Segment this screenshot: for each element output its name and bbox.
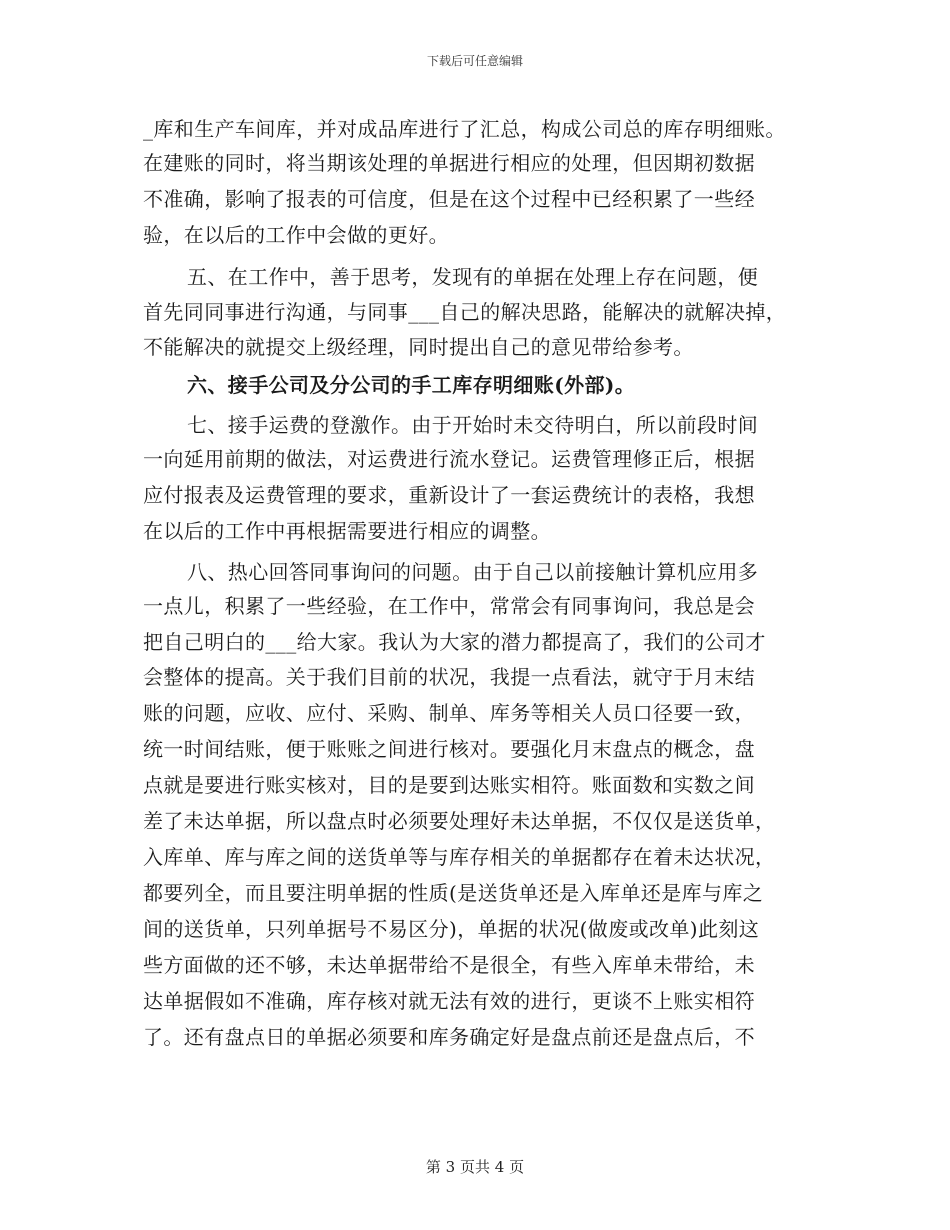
text-line: 不能解决的就提交上级经理，同时提出自己的意见带给参考。 <box>143 335 694 359</box>
text-line: 差了未达单据，所以盘点时必须要处理好未达单据，不仅仅是送货单， <box>143 809 776 833</box>
text-line: 一向延用前期的做法，对运费进行流水登记。运费管理修正后，根据 <box>143 447 755 471</box>
text-line: 了。还有盘点日的单据必须要和库务确定好是盘点前还是盘点后，不 <box>143 1025 755 1049</box>
text-line: 达单据假如不准确，库存核对就无法有效的进行，更谈不上账实相符 <box>143 989 755 1013</box>
section-heading: 六、接手公司及分公司的手工库存明细账(外部)。 <box>187 373 636 397</box>
text-line: 账的问题，应收、应付、采购、制单、库务等相关人员口径要一致， <box>143 701 755 725</box>
text-line: 间的送货单，只列单据号不易区分)，单据的状况(做废或改单)此刻这 <box>143 917 760 941</box>
text-line: 应付报表及运费管理的要求，重新设计了一套运费统计的表格，我想 <box>143 483 755 507</box>
text-line: 点就是要进行账实核对，目的是要到达账实相符。账面数和实数之间 <box>143 773 755 797</box>
page-header: 下载后可任意编辑 <box>426 54 523 68</box>
text-line: 把自己明白的___给大家。我认为大家的潜力都提高了，我们的公司才 <box>143 630 766 654</box>
text-line: 验，在以后的工作中会做的更好。 <box>143 223 449 247</box>
page-footer: 第 3 页共 4 页 <box>425 1158 525 1176</box>
text-line: 八、热心回答同事询问的问题。由于自己以前接触计算机应用多 <box>187 560 759 584</box>
text-line: 七、接手运费的登激作。由于开始时未交待明白，所以前段时间 <box>187 413 759 437</box>
text-line: 首先同同事进行沟通，与同事___自己的解决思路，能解决的就解决掉， <box>143 300 787 324</box>
text-line: 在建账的同时，将当期该处理的单据进行相应的处理，但因期初数据 <box>143 151 755 175</box>
text-line: 都要列全，而且要注明单据的性质(是送货单还是入库单还是库与库之 <box>143 881 764 905</box>
text-line: 一点儿，积累了一些经验，在工作中，常常会有同事询问，我总是会 <box>143 594 755 618</box>
text-line: 在以后的工作中再根据需要进行相应的调整。 <box>143 519 551 543</box>
text-line: 会整体的提高。关于我们目前的状况，我提一点看法，就守于月末结 <box>143 665 755 689</box>
text-line: 统一时间结账，便于账账之间进行核对。要强化月末盘点的概念，盘 <box>143 737 755 761</box>
text-line: 些方面做的还不够，未达单据带给不是很全，有些入库单未带给，未 <box>143 953 755 977</box>
text-line: _库和生产车间库，并对成品库进行了汇总，构成公司总的库存明细账。 <box>143 117 786 141</box>
text-line: 入库单、库与库之间的送货单等与库存相关的单据都存在着未达状况， <box>143 845 776 869</box>
text-line: 不准确，影响了报表的可信度，但是在这个过程中已经积累了一些经 <box>143 187 755 211</box>
text-line: 五、在工作中，善于思考，发现有的单据在处理上存在问题，便 <box>187 265 759 289</box>
